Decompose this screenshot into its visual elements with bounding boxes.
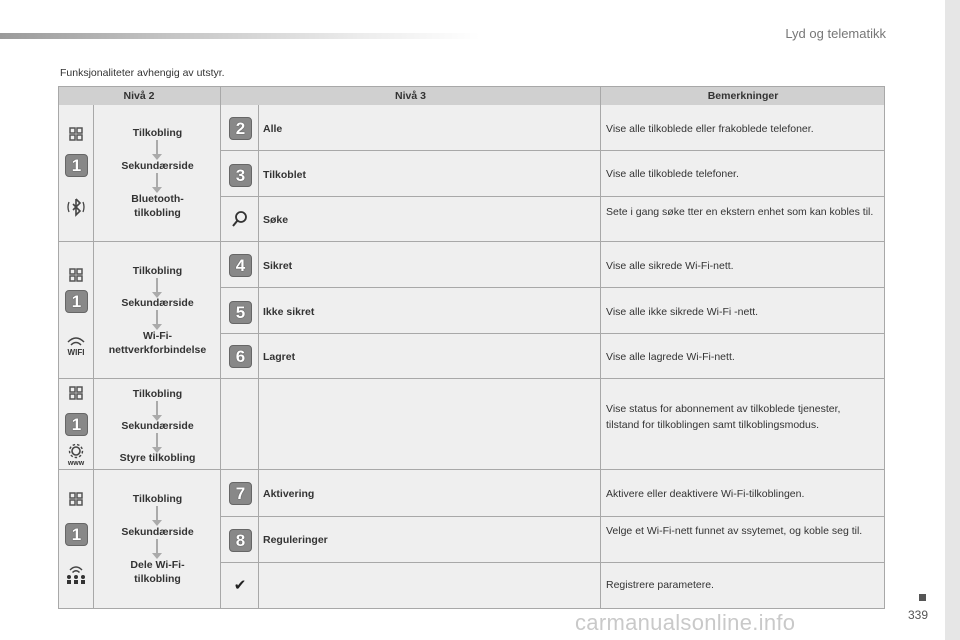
level3-label: Tilkoblet — [263, 169, 306, 181]
step-badge: 7 — [229, 482, 252, 505]
row-7-icon-cell — [221, 379, 259, 470]
share-wifi-icon — [63, 561, 89, 587]
row-2-level3-cell — [259, 151, 601, 197]
remark-text: Vise alle tilkoblede eller frakoblede telefoner. — [606, 123, 814, 135]
step-badge: 4 — [229, 254, 252, 277]
grid-menu-icon — [66, 124, 86, 144]
grid-menu-icon — [66, 383, 86, 403]
down-arrow-icon — [156, 140, 158, 154]
remark-text: Velge et Wi-Fi-nett funnet av ssytemet, og koble seg til. — [606, 525, 863, 537]
row-4-level3-cell — [259, 242, 601, 288]
step-badge: 8 — [229, 529, 252, 552]
step-badge: 1 — [65, 290, 88, 313]
down-arrow-icon — [156, 433, 158, 447]
level2-text: Tilkobling — [132, 127, 183, 139]
down-arrow-icon — [156, 173, 158, 187]
level3-label: Aktivering — [263, 488, 315, 500]
row-3-level3-cell — [259, 197, 601, 242]
step-badge: 6 — [229, 345, 252, 368]
svg-text:www: www — [67, 460, 85, 467]
down-arrow-icon — [156, 278, 158, 292]
level2-text: Wi-Fi- nettverkforbindelse — [108, 330, 207, 356]
down-arrow-icon — [156, 539, 158, 553]
level3-label: Alle — [263, 123, 283, 135]
bluetooth-phone-icon — [64, 195, 88, 219]
remark-text: Registrere parametere. — [606, 579, 714, 591]
remark-text: Vise status for abonnement av tilkoblede tjenester, tilstand for tilkoblingen samt tilkoblingsmodus. — [606, 403, 841, 431]
level3-label: Ikke sikret — [263, 306, 315, 318]
remark-text: Vise alle tilkoblede telefoner. — [606, 168, 739, 180]
step-badge: 2 — [229, 117, 252, 140]
header-remarks: Bemerkninger — [601, 86, 885, 105]
header-level2: Nivå 2 — [58, 86, 221, 105]
level2-text: Tilkobling — [132, 388, 183, 400]
remark-text: Sete i gang søke tter en ekstern enhet som kan kobles til. — [606, 206, 874, 218]
step-badge: 3 — [229, 164, 252, 187]
svg-text:WIFI: WIFI — [67, 348, 85, 357]
level2-text: Sekundærside — [121, 160, 194, 172]
page-end-marker — [919, 594, 926, 601]
grid-menu-icon — [66, 489, 86, 509]
section-title: Lyd og telematikk — [785, 26, 886, 41]
grid-menu-icon — [66, 265, 86, 285]
row-10-level3-cell — [259, 563, 601, 609]
step-badge: 5 — [229, 301, 252, 324]
checkmark-icon: ✔ — [233, 577, 247, 594]
level3-label: Søke — [263, 214, 289, 226]
level3-label: Reguleringer — [263, 534, 328, 546]
down-arrow-icon — [156, 310, 158, 324]
row-1-level3-cell — [259, 105, 601, 151]
remark-text: Aktivere eller deaktivere Wi-Fi-tilkoblingen. — [606, 488, 805, 500]
level2-text: Sekundærside — [121, 297, 194, 309]
level2-text: Sekundærside — [121, 526, 194, 538]
www-gear-icon — [63, 442, 89, 468]
level2-text: Tilkobling — [132, 265, 183, 277]
level2-text: Styre tilkobling — [119, 452, 196, 464]
down-arrow-icon — [156, 401, 158, 415]
down-arrow-icon — [156, 506, 158, 520]
level3-label: Sikret — [263, 260, 293, 272]
step-badge: 1 — [65, 154, 88, 177]
remark-text: Vise alle ikke sikrede Wi-Fi -nett. — [606, 306, 759, 318]
header-gradient-bar — [0, 33, 480, 39]
function-table — [58, 86, 885, 609]
level2-text: Tilkobling — [132, 493, 183, 505]
remark-text: Vise alle sikrede Wi-Fi-nett. — [606, 260, 734, 272]
watermark: carmanualsonline.info — [575, 610, 796, 635]
step-badge: 1 — [65, 413, 88, 436]
step-badge: 1 — [65, 523, 88, 546]
level2-text: Sekundærside — [121, 420, 194, 432]
level2-text: Bluetooth- tilkobling — [131, 193, 184, 219]
side-strip — [945, 0, 960, 640]
row-6-level3-cell — [259, 334, 601, 379]
intro-text: Funksjonaliteter avhengig av utstyr. — [60, 67, 225, 79]
level3-label: Lagret — [263, 351, 296, 363]
search-icon — [229, 208, 251, 230]
page-number: 339 — [908, 608, 929, 622]
remark-text: Vise alle lagrede Wi-Fi-nett. — [606, 351, 735, 363]
wifi-icon — [63, 332, 89, 358]
row-7-level3-cell — [259, 379, 601, 470]
header-level3: Nivå 3 — [221, 86, 601, 105]
level2-text: Dele Wi-Fi- tilkobling — [130, 559, 185, 585]
